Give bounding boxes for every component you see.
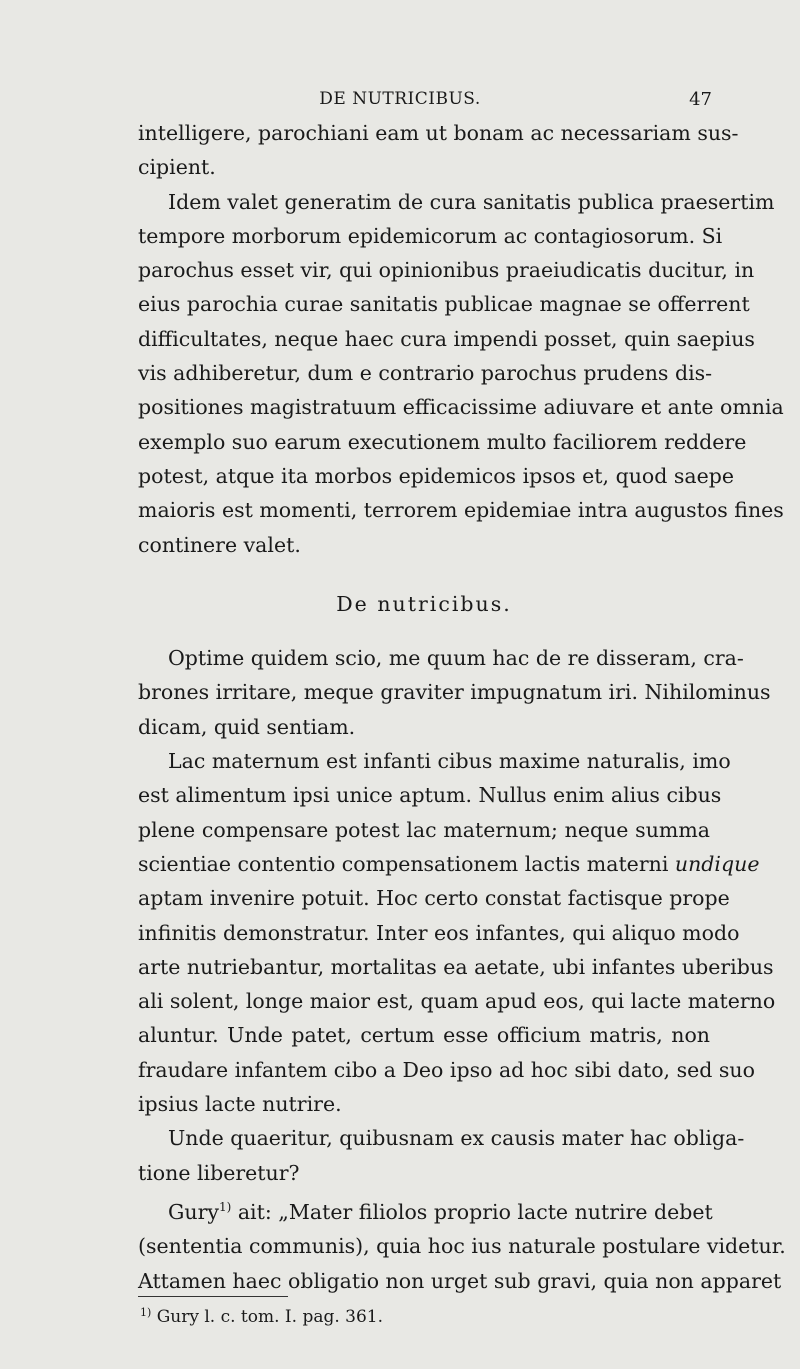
text-line: aluntur. Unde patet, certum esse officium matris, non: [138, 1023, 710, 1048]
text-line: difficultates, neque haec cura impendi posset, quin saepius: [138, 326, 755, 351]
text-line: Attamen haec obligatio non urget sub gravi, quia non apparet: [138, 1268, 782, 1293]
section-title: De nutricibus.: [336, 591, 512, 616]
text-line: potest, atque ita morbos epidemicos ipsos et, quod saepe: [138, 463, 735, 488]
text-line: cipient.: [138, 155, 216, 180]
text-line: dicam, quid sentiam.: [138, 714, 356, 739]
text-line: maioris est momenti, terrorem epidemiae intra augustos fines: [138, 498, 784, 523]
body-text: [138, 116, 786, 1298]
text-segment: ait: „Mater filiolos proprio lacte nutrire debet: [231, 1199, 713, 1224]
text-line: est alimentum ipsi unice aptum. Nullus enim alius cibus: [138, 783, 722, 808]
paragraph-5: [138, 1121, 745, 1190]
footnote: [140, 1306, 383, 1327]
paragraph-6: [138, 1190, 786, 1298]
paragraph-4: [138, 744, 776, 1121]
text-segment: Gury: [168, 1199, 219, 1224]
paragraph-2: [138, 185, 784, 562]
footnote-text: Gury l. c. tom. I. pag. 361.: [151, 1307, 384, 1327]
footnote-divider: [138, 1296, 288, 1297]
text-line: Optime quidem scio, me quum hac de re disseram, cra-: [168, 646, 744, 671]
text-line: Lac maternum est infanti cibus maxime naturalis, imo: [168, 749, 731, 774]
text-line: aptam invenire potuit. Hoc certo constat factisque prope: [138, 886, 730, 911]
running-title: DE NUTRICIBUS.: [319, 89, 481, 109]
paragraph-1: [138, 116, 739, 185]
text-line-with-italic: [138, 847, 760, 881]
footnote-reference[interactable]: 1): [218, 1199, 232, 1214]
text-line: exemplo suo earum executionem multo faciliorem reddere: [138, 429, 747, 454]
text-line: infinitis demonstratur. Inter eos infantes, qui aliquo modo: [138, 920, 740, 945]
text-line: eius parochia curae sanitatis publicae magnae se offerrent: [138, 292, 750, 317]
text-line: intelligere, parochiani eam ut bonam ac necessariam sus-: [138, 121, 739, 145]
italic-word: undique: [674, 851, 760, 876]
page-number: 47: [689, 89, 712, 110]
text-line: brones irritare, meque graviter impugnatum iri. Nihilominus: [138, 680, 771, 705]
text-line: Idem valet generatim de cura sanitatis publica praesertim: [168, 189, 775, 214]
page-header: [0, 86, 800, 116]
text-line-with-reference: [138, 1190, 713, 1229]
text-line: Unde quaeritur, quibusnam ex causis mater hac obliga-: [168, 1126, 745, 1151]
footnote-marker: 1): [140, 1306, 152, 1319]
text-line: ipsius lacte nutrire.: [138, 1092, 342, 1117]
text-line: plene compensare potest lac maternum; neque summa: [138, 817, 710, 842]
text-line: continere valet.: [138, 532, 301, 557]
text-line: arte nutriebantur, mortalitas ea aetate, ubi infantes uberibus: [138, 954, 774, 979]
text-line: fraudare infantem cibo a Deo ipso ad hoc sibi dato, sed suo: [138, 1057, 755, 1082]
text-line: (sententia communis), quia hoc ius naturale postulare videtur.: [138, 1234, 786, 1259]
text-segment: scientiae contentio compensationem lactis materni: [138, 851, 675, 876]
text-line: tempore morborum epidemicorum ac contagiosorum. Si: [138, 223, 723, 248]
text-line: ali solent, longe maior est, quam apud eos, qui lacte materno: [138, 989, 776, 1014]
text-line: tione liberetur?: [138, 1160, 300, 1185]
text-line: positiones magistratuum efficacissime adiuvare et ante omnia: [138, 395, 784, 420]
text-line: vis adhiberetur, dum e contrario parochus prudens dis-: [138, 361, 713, 386]
text-line: parochus esset vir, qui opinionibus praeiudicatis ducitur, in: [138, 258, 755, 283]
paragraph-3: [138, 641, 771, 744]
